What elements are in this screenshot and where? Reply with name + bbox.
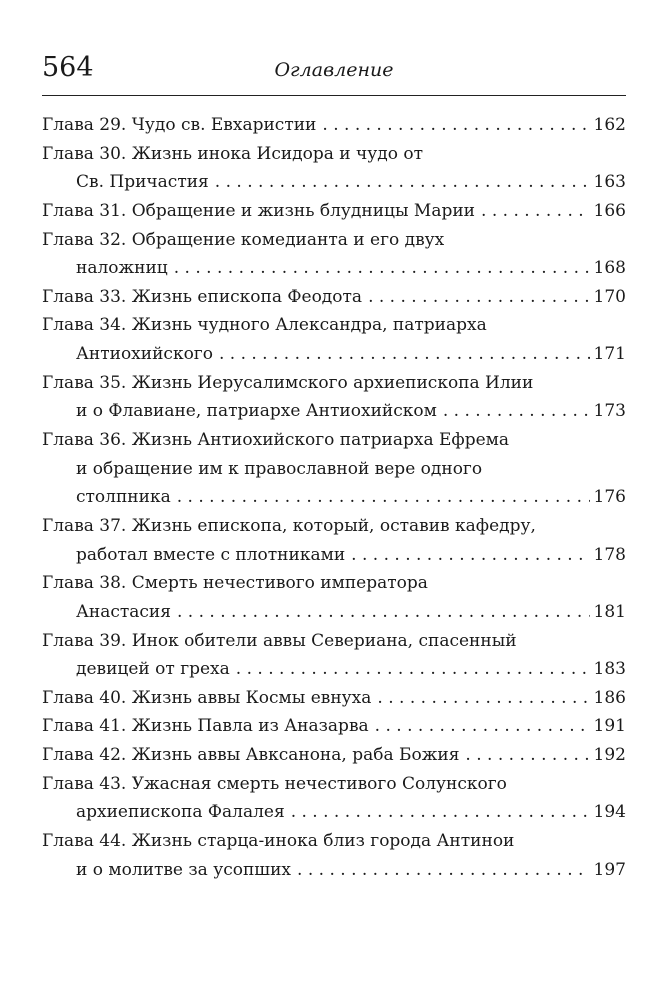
toc-entry-title: Глава 37. Жизнь епископа, который, оставив кафедру, bbox=[42, 515, 536, 536]
toc-page-number: 186 bbox=[593, 687, 626, 708]
toc-line bbox=[42, 712, 626, 741]
toc-line bbox=[42, 226, 626, 255]
dot-leader bbox=[291, 798, 590, 827]
toc-line bbox=[42, 827, 626, 856]
toc-entry[interactable] bbox=[42, 369, 626, 426]
toc-line bbox=[42, 741, 626, 770]
toc-entry-title: Анастасия bbox=[76, 601, 171, 622]
table-of-contents bbox=[42, 111, 626, 884]
toc-entry-title: и о молитве за усопших bbox=[76, 859, 292, 880]
toc-page-number: 178 bbox=[593, 544, 626, 565]
toc-entry-title: Глава 34. Жизнь чудного Александра, патриарха bbox=[42, 315, 487, 336]
dot-leader bbox=[322, 111, 589, 140]
toc-entry[interactable] bbox=[42, 426, 626, 512]
toc-line bbox=[42, 798, 626, 827]
toc-line bbox=[42, 856, 626, 885]
toc-page-number: 168 bbox=[593, 258, 626, 279]
dot-leader bbox=[177, 483, 590, 512]
toc-page-number: 166 bbox=[593, 200, 626, 221]
toc-entry[interactable] bbox=[42, 311, 626, 368]
toc-entry-title: Глава 42. Жизнь аввы Авксанона, раба Божия bbox=[42, 745, 460, 766]
toc-line bbox=[42, 655, 626, 684]
dot-leader bbox=[297, 856, 590, 885]
toc-line bbox=[42, 569, 626, 598]
dot-leader bbox=[215, 168, 590, 197]
toc-line bbox=[42, 168, 626, 197]
toc-page-number: 194 bbox=[593, 802, 626, 823]
toc-page-number: 191 bbox=[593, 716, 626, 737]
toc-line bbox=[42, 770, 626, 799]
toc-line bbox=[42, 340, 626, 369]
dot-leader bbox=[236, 655, 590, 684]
toc-line bbox=[42, 111, 626, 140]
dot-leader bbox=[219, 340, 590, 369]
dot-leader bbox=[351, 541, 589, 570]
header-rule bbox=[42, 95, 626, 96]
toc-entry-title: столпника bbox=[76, 487, 171, 508]
toc-entry-title: Антиохийского bbox=[76, 344, 213, 365]
running-title: Оглавление bbox=[274, 59, 394, 81]
toc-line bbox=[42, 397, 626, 426]
dot-leader bbox=[177, 598, 590, 627]
page-header bbox=[42, 52, 626, 92]
toc-entry-title: Глава 31. Обращение и жизнь блудницы Марии bbox=[42, 200, 476, 221]
toc-line bbox=[42, 512, 626, 541]
dot-leader bbox=[481, 197, 590, 226]
dot-leader bbox=[375, 712, 590, 741]
toc-line bbox=[42, 311, 626, 340]
toc-entry-title: Глава 44. Жизнь старца-инока близ города Антинои bbox=[42, 831, 515, 852]
dot-leader bbox=[368, 283, 589, 312]
toc-entry-title: Глава 39. Инок обители аввы Севериана, спасенный bbox=[42, 630, 517, 651]
toc-line bbox=[42, 140, 626, 169]
toc-line bbox=[42, 426, 626, 455]
toc-entry-title: наложниц bbox=[76, 258, 168, 279]
toc-page-number: 181 bbox=[593, 601, 626, 622]
toc-entry-title: Глава 38. Смерть нечестивого императора bbox=[42, 573, 428, 594]
toc-page-number: 173 bbox=[593, 401, 626, 422]
toc-entry[interactable] bbox=[42, 111, 626, 140]
toc-entry-title: Глава 33. Жизнь епископа Феодота bbox=[42, 286, 363, 307]
toc-line bbox=[42, 483, 626, 512]
toc-line bbox=[42, 197, 626, 226]
toc-entry-title: девицей от греха bbox=[76, 659, 230, 680]
toc-entry[interactable] bbox=[42, 197, 626, 226]
toc-entry[interactable] bbox=[42, 627, 626, 684]
toc-entry[interactable] bbox=[42, 569, 626, 626]
toc-entry-title: Глава 41. Жизнь Павла из Аназарва bbox=[42, 716, 369, 737]
toc-page-number: 183 bbox=[593, 659, 626, 680]
toc-entry[interactable] bbox=[42, 512, 626, 569]
toc-entry[interactable] bbox=[42, 712, 626, 741]
toc-page-number: 163 bbox=[593, 172, 626, 193]
dot-leader bbox=[443, 397, 590, 426]
toc-entry-title: архиепископа Фалалея bbox=[76, 802, 285, 823]
toc-entry-title: Глава 36. Жизнь Антиохийского патриарха Ефрема bbox=[42, 430, 510, 451]
toc-entry-title: Глава 43. Ужасная смерть нечестивого Солунского bbox=[42, 773, 507, 794]
toc-line bbox=[42, 684, 626, 713]
toc-page-number: 171 bbox=[593, 344, 626, 365]
toc-entry-title: работал вместе с плотниками bbox=[76, 544, 346, 565]
toc-entry[interactable] bbox=[42, 226, 626, 283]
toc-entry[interactable] bbox=[42, 140, 626, 197]
toc-entry[interactable] bbox=[42, 770, 626, 827]
toc-entry-title: Глава 30. Жизнь инока Исидора и чудо от bbox=[42, 143, 424, 164]
toc-line bbox=[42, 254, 626, 283]
dot-leader bbox=[377, 684, 589, 713]
toc-entry-title: Глава 32. Обращение комедианта и его двух bbox=[42, 229, 445, 250]
page-number: 564 bbox=[42, 52, 94, 83]
toc-line bbox=[42, 541, 626, 570]
toc-page-number: 170 bbox=[593, 286, 626, 307]
toc-page-number: 176 bbox=[593, 487, 626, 508]
toc-entry-title: Глава 29. Чудо св. Евхаристии bbox=[42, 115, 317, 135]
toc-entry-title: Глава 40. Жизнь аввы Космы евнуха bbox=[42, 687, 372, 708]
toc-entry[interactable] bbox=[42, 827, 626, 884]
toc-entry-title: Глава 35. Жизнь Иерусалимского архиепископа Илии bbox=[42, 372, 534, 393]
toc-line bbox=[42, 283, 626, 312]
toc-page-number: 197 bbox=[593, 859, 626, 880]
toc-page-number: 162 bbox=[593, 115, 626, 135]
toc-page-number: 192 bbox=[593, 745, 626, 766]
toc-entry[interactable] bbox=[42, 283, 626, 312]
toc-entry-title: и обращение им к православной вере одного bbox=[76, 458, 483, 479]
toc-line bbox=[42, 598, 626, 627]
toc-entry-title: Св. Причастия bbox=[76, 172, 209, 193]
dot-leader bbox=[174, 254, 590, 283]
toc-entry[interactable] bbox=[42, 684, 626, 713]
toc-line bbox=[42, 369, 626, 398]
toc-entry[interactable] bbox=[42, 741, 626, 770]
dot-leader bbox=[465, 741, 589, 770]
toc-line bbox=[42, 627, 626, 656]
toc-entry-title: и о Флавиане, патриархе Антиохийском bbox=[76, 401, 437, 422]
toc-line bbox=[42, 455, 626, 484]
